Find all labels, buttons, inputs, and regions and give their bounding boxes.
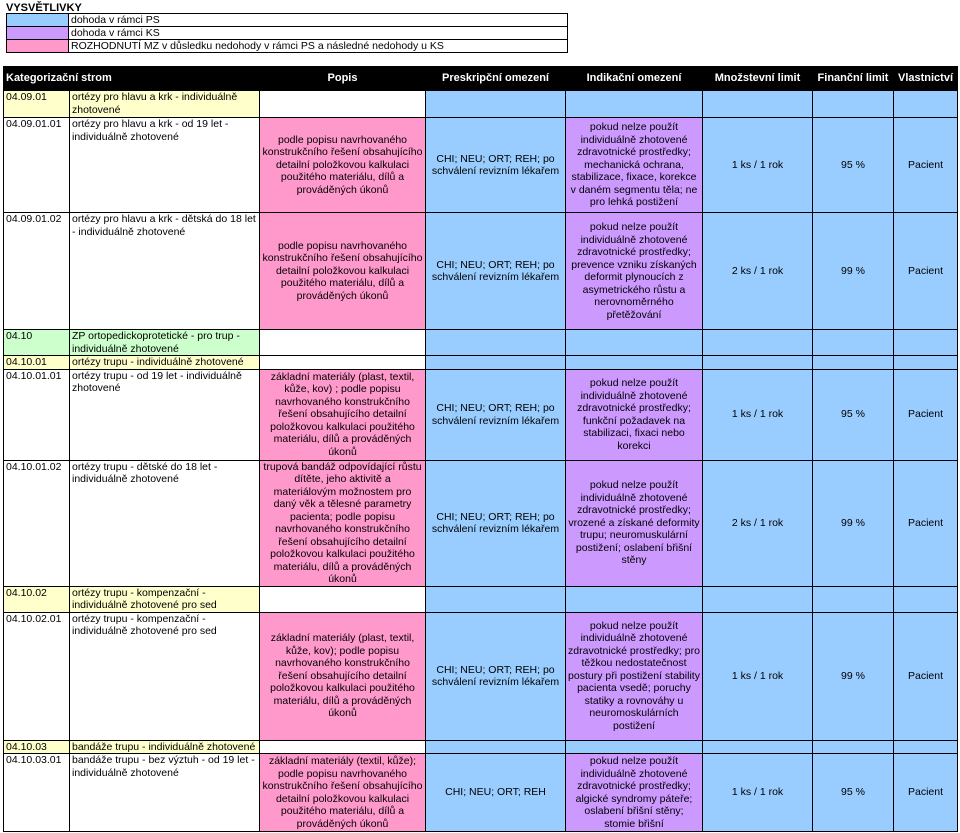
row-popis: podle popisu navrhovaného konstrukčního řešení obsahujícího detailní položkovou kalkulaci použitého materiálu, dílů a prováděných úkonů — [260, 118, 426, 213]
legend-swatch-mz — [7, 40, 69, 53]
table-row — [4, 460, 958, 586]
row-name: ZP ortopedickoprotetické - pro trup - individuálně zhotovené — [70, 330, 260, 356]
row-indikacni: pokud nelze použít individuálně zhotovené zdravotnické prostředky; funkční požadavek na stabilizaci, fixaci nebo korekci — [566, 369, 703, 460]
table-row — [4, 586, 958, 612]
empty-cell — [703, 330, 813, 356]
row-preskripcni: CHI; NEU; ORT; REH — [426, 754, 566, 832]
empty-cell — [813, 330, 894, 356]
row-code: 04.10.01.02 — [4, 460, 70, 586]
empty-cell — [566, 356, 703, 370]
row-vlastnictvi: Pacient — [894, 213, 958, 330]
row-popis: základní materiály (plast, textil, kůže, kov); podle popisu navrhovaného konstrukčního řešení obsahujícího detailní položkovou kalkulaci použitého materiálu, dílů a prováděných úkonů — [260, 612, 426, 740]
row-code: 04.10.01 — [4, 356, 70, 370]
empty-cell — [894, 586, 958, 612]
legend-row — [7, 14, 568, 27]
header-mnozstevni: Množstevní limit — [703, 67, 813, 91]
row-financni: 95 % — [813, 118, 894, 213]
categorization-table — [3, 66, 958, 832]
row-financni: 99 % — [813, 612, 894, 740]
empty-cell — [426, 91, 566, 118]
row-popis: základní materiály (textil, kůže); podle popisu navrhovaného konstrukčního řešení obsahujícího detailní položkovou kalkulaci použitého materiálu, dílů a prováděných úkonů — [260, 754, 426, 832]
row-name: bandáže trupu - bez výztuh - od 19 let - individuálně zhotovené — [70, 754, 260, 832]
empty-cell — [566, 330, 703, 356]
legend-title: VYSVĚTLIVKY — [6, 2, 82, 14]
row-mnozstevni: 2 ks / 1 rok — [703, 460, 813, 586]
header-vlastnictvi: Vlastnictví — [894, 67, 958, 91]
row-vlastnictvi: Pacient — [894, 369, 958, 460]
empty-cell — [260, 91, 426, 118]
header-preskripcni: Preskripční omezení — [426, 67, 566, 91]
header-financni: Finanční limit — [813, 67, 894, 91]
legend-table — [6, 13, 568, 53]
row-mnozstevni: 1 ks / 1 rok — [703, 612, 813, 740]
row-vlastnictvi: Pacient — [894, 612, 958, 740]
table-row — [4, 213, 958, 330]
legend-row — [7, 40, 568, 53]
row-preskripcni: CHI; NEU; ORT; REH; po schválení revizním lékařem — [426, 612, 566, 740]
empty-cell — [703, 586, 813, 612]
row-name: bandáže trupu - individuálně zhotovené — [70, 740, 260, 754]
row-financni: 95 % — [813, 754, 894, 832]
row-code: 04.09.01.02 — [4, 213, 70, 330]
row-code: 04.10.03.01 — [4, 754, 70, 832]
row-indikacni: pokud nelze použít individuálně zhotovené zdravotnické prostředky; mechanická ochrana, stabilizace, fixace, korekce v daném segmentu těla; ne pro lehká postižení — [566, 118, 703, 213]
row-code: 04.10.03 — [4, 740, 70, 754]
empty-cell — [426, 330, 566, 356]
empty-cell — [894, 356, 958, 370]
row-code: 04.10.01.01 — [4, 369, 70, 460]
row-name: ortézy trupu - individuálně zhotovené — [70, 356, 260, 370]
empty-cell — [260, 740, 426, 754]
row-indikacni: pokud nelze použít individuálně zhotovené zdravotnické prostředky; prevence vzniku získaných deformit plynoucích z asymetrického růstu a nerovnoměrného přetěžování — [566, 213, 703, 330]
row-vlastnictvi: Pacient — [894, 118, 958, 213]
row-preskripcni: CHI; NEU; ORT; REH; po schválení revizním lékařem — [426, 460, 566, 586]
empty-cell — [260, 330, 426, 356]
empty-cell — [813, 586, 894, 612]
row-mnozstevni: 2 ks / 1 rok — [703, 213, 813, 330]
row-indikacni: pokud nelze použít individuálně zhotovené zdravotnické prostředky; pro těžkou nedostatečnost postury při postižení stability pacienta vsedě; poruchy statiky a rovnováhy u neuromoskulárních postižení — [566, 612, 703, 740]
empty-cell — [813, 91, 894, 118]
row-name: ortézy trupu - kompenzační - individuálně zhotovené pro sed — [70, 612, 260, 740]
table-row — [4, 369, 958, 460]
row-code: 04.10.02 — [4, 586, 70, 612]
row-name: ortézy trupu - kompenzační - individuálně zhotovené pro sed — [70, 586, 260, 612]
row-financni: 99 % — [813, 460, 894, 586]
row-popis: podle popisu navrhovaného konstrukčního řešení obsahujícího detailní položkovou kalkulaci použitého materiálu, dílů a prováděných úkonů — [260, 213, 426, 330]
row-code: 04.09.01.01 — [4, 118, 70, 213]
row-name: ortézy pro hlavu a krk - dětská do 18 let - individuálně zhotovené — [70, 213, 260, 330]
empty-cell — [426, 586, 566, 612]
row-code: 04.10.02.01 — [4, 612, 70, 740]
row-name: ortézy pro hlavu a krk - od 19 let - individuálně zhotovené — [70, 118, 260, 213]
empty-cell — [703, 740, 813, 754]
legend-label: dohoda v rámci KS — [69, 27, 568, 40]
empty-cell — [566, 740, 703, 754]
empty-cell — [894, 330, 958, 356]
empty-cell — [260, 586, 426, 612]
row-preskripcni: CHI; NEU; ORT; REH; po schválení revizním lékařem — [426, 213, 566, 330]
table-row — [4, 356, 958, 370]
row-name: ortézy pro hlavu a krk - individuálně zhotovené — [70, 91, 260, 118]
row-preskripcni: CHI; NEU; ORT; REH; po schválení revizním lékařem — [426, 118, 566, 213]
table-row — [4, 330, 958, 356]
header-strom: Kategorizační strom — [4, 67, 260, 91]
empty-cell — [566, 586, 703, 612]
row-financni: 95 % — [813, 369, 894, 460]
table-row — [4, 118, 958, 213]
row-financni: 99 % — [813, 213, 894, 330]
row-indikacni: pokud nelze použít individuálně zhotovené zdravotnické prostředky; vrozené a získané deformity trupu; neuromuskulární postižení; oslabení břišní stěny — [566, 460, 703, 586]
row-name: ortézy trupu - od 19 let - individuálně zhotovené — [70, 369, 260, 460]
row-vlastnictvi: Pacient — [894, 460, 958, 586]
table-header-row — [4, 67, 958, 91]
legend-swatch-ks — [7, 27, 69, 40]
empty-cell — [813, 356, 894, 370]
empty-cell — [894, 740, 958, 754]
row-code: 04.09.01 — [4, 91, 70, 118]
table-row — [4, 740, 958, 754]
legend-label: dohoda v rámci PS — [69, 14, 568, 27]
row-indikacni: pokud nelze použít individuálně zhotovené zdravotnické prostředky; algické syndromy páteře; oslabení břišní stěny; stomie břišní — [566, 754, 703, 832]
row-popis: základní materiály (plast, textil, kůže, kov) ; podle popisu navrhovaného konstrukčního řešení obsahujícího detailní položkovou kalkulaci použitého materiálu, dílů a prováděných úkonů — [260, 369, 426, 460]
row-preskripcni: CHI; NEU; ORT; REH; po schválení revizním lékařem — [426, 369, 566, 460]
table-row — [4, 754, 958, 832]
header-indikacni: Indikační omezení — [566, 67, 703, 91]
legend-swatch-ps — [7, 14, 69, 27]
legend-row — [7, 27, 568, 40]
empty-cell — [703, 356, 813, 370]
empty-cell — [260, 356, 426, 370]
empty-cell — [813, 740, 894, 754]
row-mnozstevni: 1 ks / 1 rok — [703, 754, 813, 832]
empty-cell — [894, 91, 958, 118]
empty-cell — [426, 740, 566, 754]
legend-label: ROZHODNUTÍ MZ v důsledku nedohody v rámci PS a následné nedohody u KS — [69, 40, 568, 53]
row-popis: trupová bandáž odpovídající růstu dítěte, jeho aktivitě a materiálovým možnostem pro daný věk a tělesné parametry pacienta; podle popisu navrhovaného konstrukčního řešení obsahujícího detailní položkovou kalkulaci použitého materiálu, dílů a prováděných úkonů — [260, 460, 426, 586]
table-row — [4, 91, 958, 118]
table-row — [4, 612, 958, 740]
row-mnozstevni: 1 ks / 1 rok — [703, 118, 813, 213]
empty-cell — [703, 91, 813, 118]
empty-cell — [566, 91, 703, 118]
row-mnozstevni: 1 ks / 1 rok — [703, 369, 813, 460]
row-name: ortézy trupu - dětské do 18 let - individuálně zhotovené — [70, 460, 260, 586]
empty-cell — [426, 356, 566, 370]
row-code: 04.10 — [4, 330, 70, 356]
header-popis: Popis — [260, 67, 426, 91]
row-vlastnictvi: Pacient — [894, 754, 958, 832]
